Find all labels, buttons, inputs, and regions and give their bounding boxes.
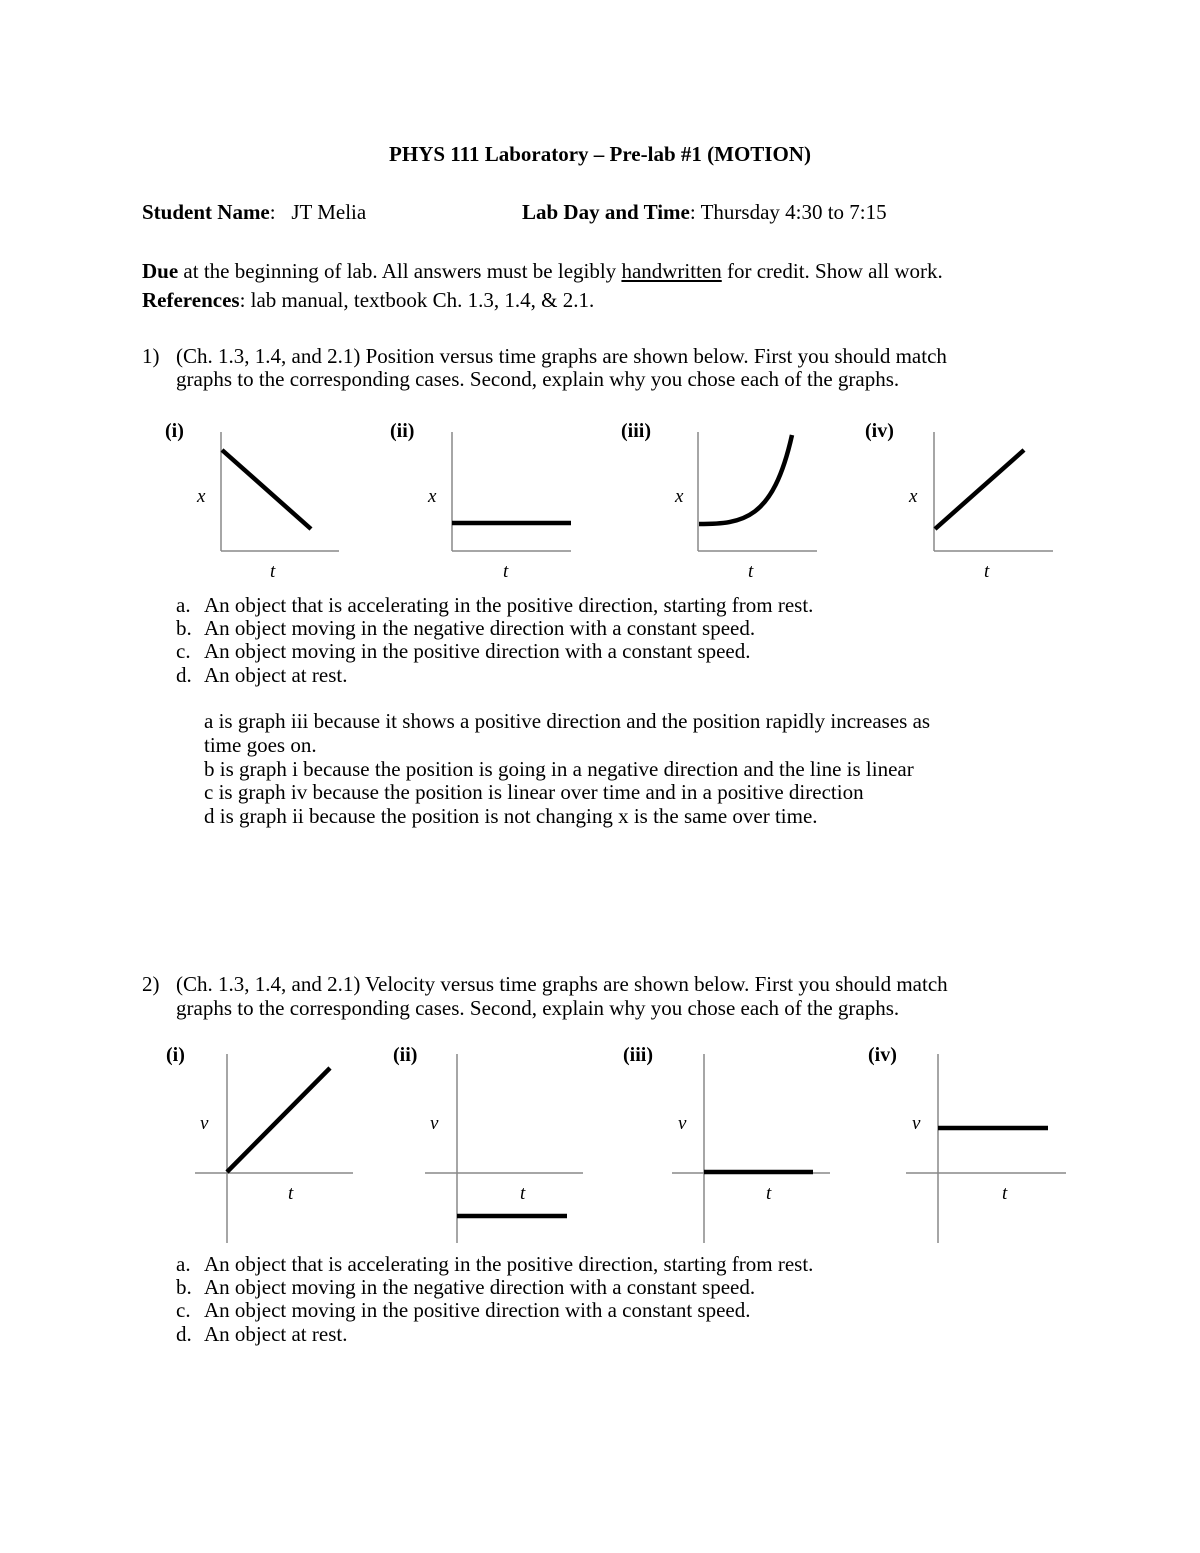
q1-option-c: c. (176, 639, 191, 663)
lab-time-label: Lab Day and Time (522, 200, 690, 224)
references-label: References (142, 288, 240, 312)
y-axis-label: x (197, 486, 206, 507)
y-axis-label: x (909, 486, 918, 507)
x-axis-label: t (288, 1183, 294, 1204)
q2-prompt-line2: graphs to the corresponding cases. Second, explain why you chose each of the graphs. (176, 996, 900, 1020)
y-axis-label: x (675, 486, 684, 507)
y-axis-label: v (678, 1113, 687, 1134)
student-name-label: Student Name (142, 200, 270, 224)
x-axis-label: t (1002, 1183, 1008, 1204)
x-axis-label: t (503, 561, 509, 582)
graph-label: (iv) (868, 1044, 897, 1066)
q2-option-a-text: An object that is accelerating in the positive direction, starting from rest. (204, 1252, 814, 1276)
graph-label: (ii) (393, 1044, 418, 1066)
answer-line: a is graph iii because it shows a positive direction and the position rapidly increases as (204, 709, 931, 733)
q2-prompt-line1: (Ch. 1.3, 1.4, and 2.1) Velocity versus time graphs are shown below. First you should match (176, 972, 948, 996)
answer-line: time goes on. (204, 733, 317, 757)
graph-plot (618, 420, 828, 570)
y-axis-label: v (912, 1113, 921, 1134)
q1-option-a: a. (176, 593, 191, 617)
graph-label: (iii) (623, 1044, 653, 1066)
q2-option-c: c. (176, 1298, 191, 1322)
q1-option-d-text: An object at rest. (204, 663, 348, 687)
x-axis-label: t (766, 1183, 772, 1204)
q1-option-c-text: An object moving in the positive direction with a constant speed. (204, 639, 751, 663)
graph-plot (620, 1044, 840, 1244)
x-axis-label: t (270, 561, 276, 582)
graph-plot (160, 1044, 370, 1244)
student-name-value: JT Melia (291, 200, 367, 224)
q1-prompt-line2: graphs to the corresponding cases. Second, explain why you chose each of the graphs. (176, 367, 900, 391)
position-curve (699, 435, 792, 524)
q2-option-d-text: An object at rest. (204, 1322, 348, 1346)
q2-option-d: d. (176, 1322, 192, 1346)
graph-plot (862, 420, 1062, 570)
graph-plot (390, 420, 590, 570)
q1-option-d: d. (176, 663, 192, 687)
graph-plot (860, 1044, 1080, 1244)
x-axis-label: t (520, 1183, 526, 1204)
graph-label: (i) (166, 1044, 185, 1066)
position-curve (222, 450, 311, 529)
graph-label: (iii) (621, 420, 651, 442)
q2-option-b-text: An object moving in the negative direction with a constant speed. (204, 1275, 756, 1299)
q2-option-c-text: An object moving in the positive direction with a constant speed. (204, 1298, 751, 1322)
handwritten-emphasis: handwritten (621, 259, 722, 283)
y-axis-label: v (430, 1113, 439, 1134)
student-name-line: Student Name: JT Melia (142, 200, 367, 224)
q1-prompt-line1: (Ch. 1.3, 1.4, and 2.1) Position versus time graphs are shown below. First you should match (176, 344, 947, 368)
references-line: References: lab manual, textbook Ch. 1.3, 1.4, & 2.1. (142, 288, 595, 312)
answer-line: d is graph ii because the position is not changing x is the same over time. (204, 804, 818, 828)
q1-option-a-text: An object that is accelerating in the positive direction, starting from rest. (204, 593, 814, 617)
answer-line: c is graph iv because the position is linear over time and in a positive direction (204, 780, 864, 804)
position-curve (935, 450, 1024, 529)
graph-plot (160, 420, 360, 570)
due-label: Due (142, 259, 179, 283)
lab-time-line: Lab Day and Time: Thursday 4:30 to 7:15 (522, 200, 887, 224)
q1-option-b-text: An object moving in the negative direction with a constant speed. (204, 616, 756, 640)
x-axis-label: t (984, 561, 990, 582)
page-title: PHYS 111 Laboratory – Pre-lab #1 (MOTION) (389, 142, 811, 166)
due-line: Due at the beginning of lab. All answers must be legibly handwritten for credit. Show all work. (142, 259, 943, 283)
q1-number: 1) (142, 344, 160, 368)
velocity-curve (227, 1068, 330, 1172)
y-axis-label: v (200, 1113, 209, 1134)
x-axis-label: t (748, 561, 754, 582)
lab-time-value: Thursday 4:30 to 7:15 (700, 200, 887, 224)
q2-number: 2) (142, 972, 160, 996)
graph-label: (i) (165, 420, 184, 442)
q2-option-a: a. (176, 1252, 191, 1276)
q1-option-b: b. (176, 616, 192, 640)
graph-label: (iv) (865, 420, 894, 442)
answer-line: b is graph i because the position is going in a negative direction and the line is linear (204, 757, 914, 781)
q2-option-b: b. (176, 1275, 192, 1299)
graph-plot (390, 1044, 600, 1244)
graph-label: (ii) (390, 420, 415, 442)
y-axis-label: x (428, 486, 437, 507)
